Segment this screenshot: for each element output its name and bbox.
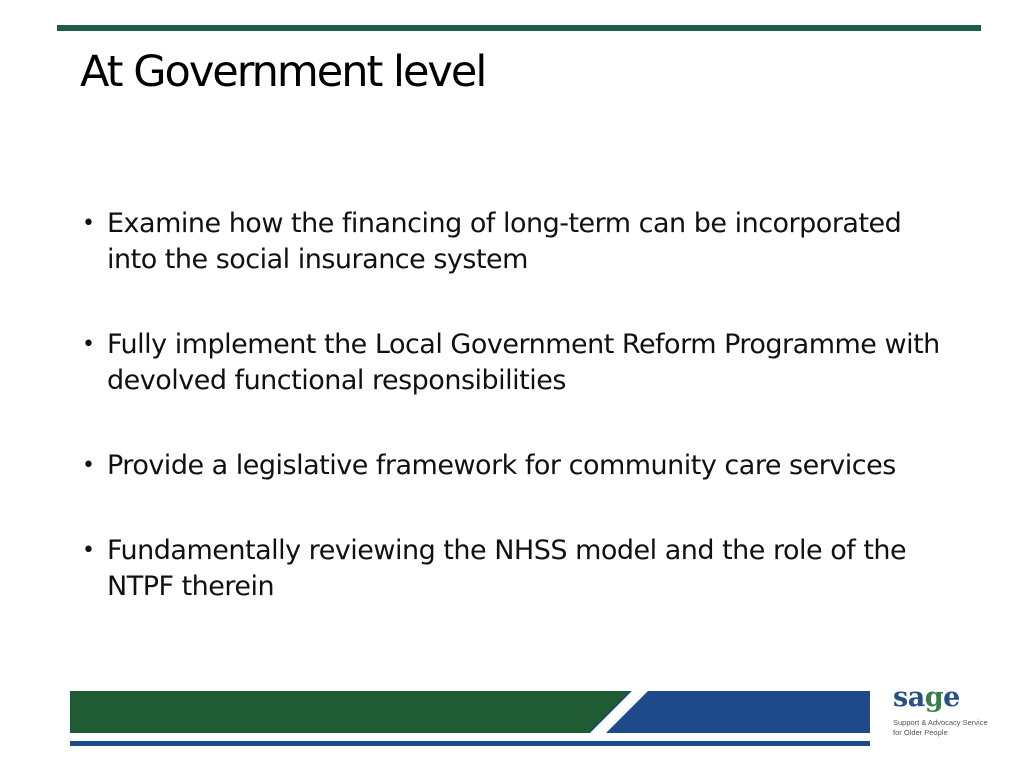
bullet-item bbox=[82, 448, 952, 484]
bullet-item bbox=[82, 533, 952, 605]
bullet-text: Provide a legislative framework for community care services bbox=[107, 450, 896, 481]
slide-title: At Government level bbox=[80, 47, 486, 97]
bullet-item bbox=[82, 206, 952, 278]
logo-tagline bbox=[893, 718, 1013, 738]
logo-tagline-line2: for Older People bbox=[893, 728, 948, 737]
logo-word-accent: g bbox=[924, 682, 944, 713]
bullet-text: Fully implement the Local Government Reform Programme with devolved functional responsibilities bbox=[107, 329, 940, 396]
top-rule bbox=[57, 25, 981, 31]
bullet-text: Examine how the financing of long-term can be incorporated into the social insurance system bbox=[107, 208, 902, 275]
logo-word-start: sa bbox=[893, 682, 925, 713]
footer-band bbox=[70, 691, 870, 733]
bullet-icon: • bbox=[82, 332, 95, 357]
sage-logo bbox=[893, 684, 1013, 744]
bullet-text: Fundamentally reviewing the NHSS model and the role of the NTPF therein bbox=[107, 535, 907, 602]
logo-wordmark bbox=[893, 684, 1013, 712]
footer-green-block bbox=[70, 691, 630, 733]
bullet-list bbox=[82, 206, 952, 654]
footer-line bbox=[70, 741, 870, 746]
logo-tagline-line1: Support & Advocacy Service bbox=[893, 718, 988, 727]
logo-word-end: e bbox=[943, 682, 960, 713]
bullet-item bbox=[82, 327, 952, 399]
bullet-icon: • bbox=[82, 211, 95, 236]
bullet-icon: • bbox=[82, 538, 95, 563]
bullet-icon: • bbox=[82, 453, 95, 478]
footer-band-graphic bbox=[70, 691, 870, 733]
